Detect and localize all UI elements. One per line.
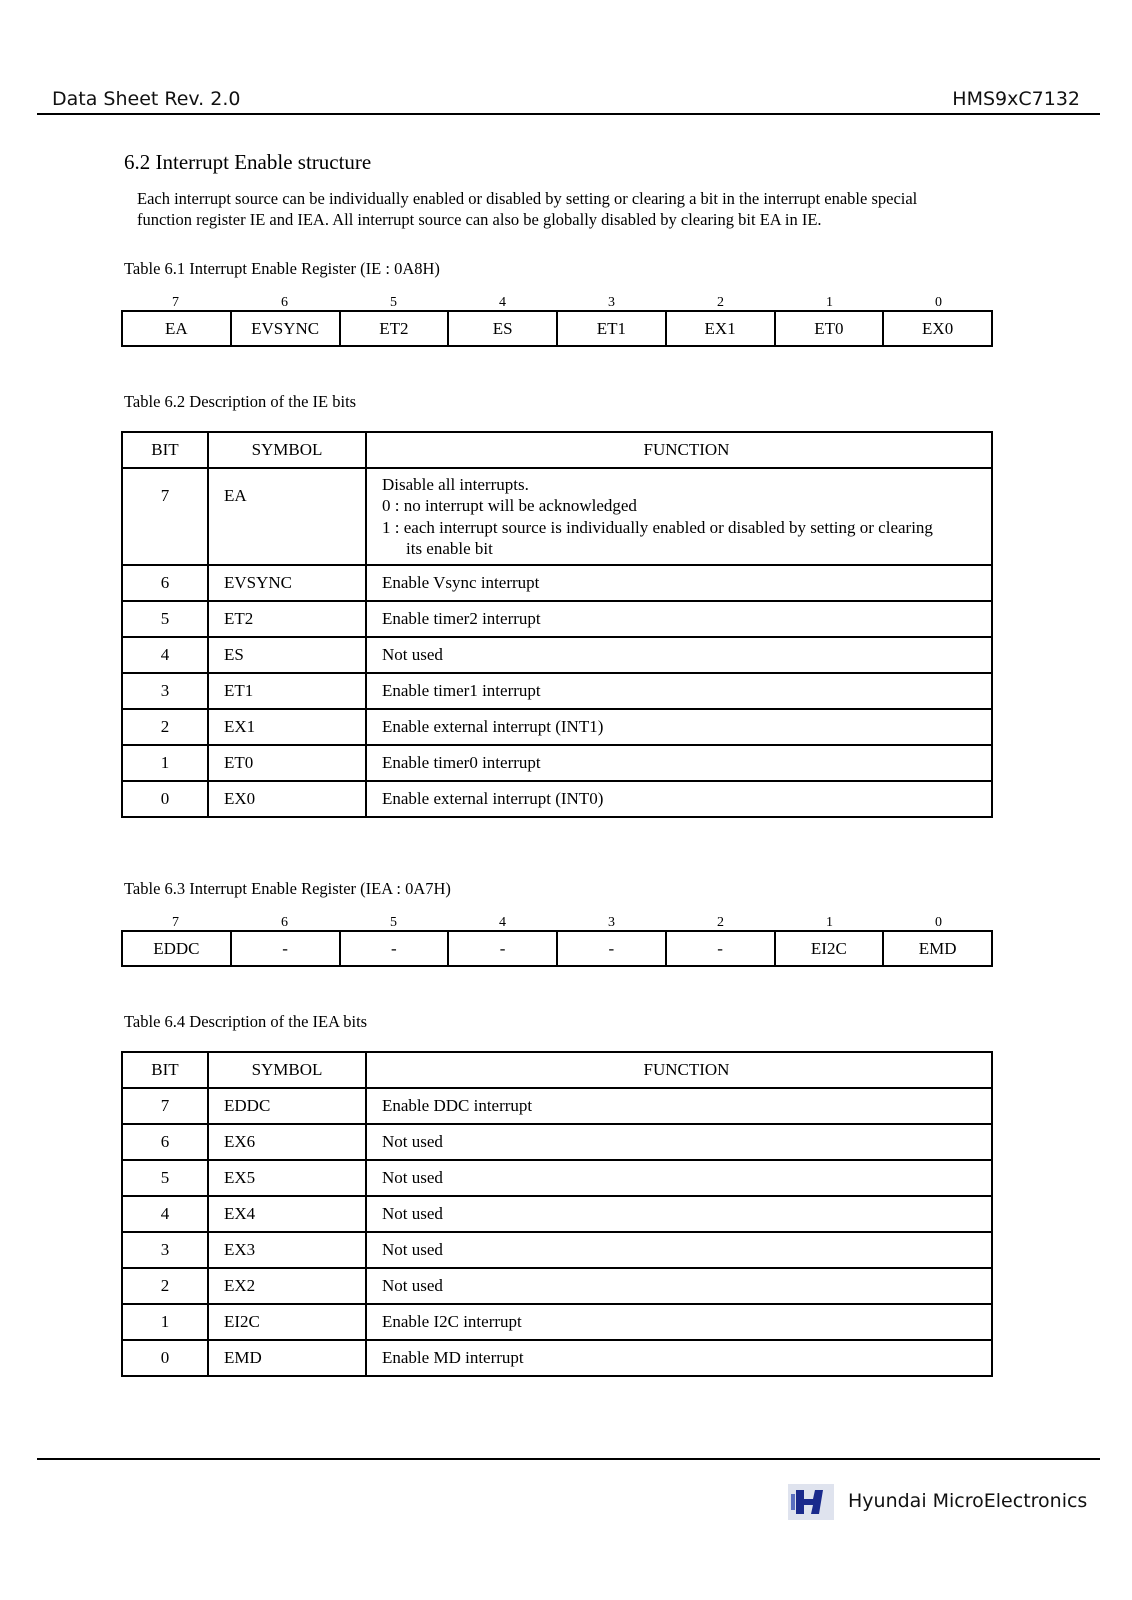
function-cell: Not used: [366, 637, 992, 673]
symbol-cell: EA: [208, 468, 366, 565]
symbol-cell: EX3: [208, 1232, 366, 1268]
function-cell: Enable external interrupt (INT1): [366, 709, 992, 745]
function-cell: Enable timer2 interrupt: [366, 601, 992, 637]
table-row: [122, 931, 992, 966]
symbol-cell: EI2C: [208, 1304, 366, 1340]
function-cell: Not used: [366, 1160, 992, 1196]
function-cell: Not used: [366, 1196, 992, 1232]
register-cell: ET1: [557, 311, 666, 346]
header-function: FUNCTION: [366, 1052, 992, 1088]
header-rule: [37, 113, 1100, 115]
table-row: [122, 1232, 992, 1268]
bit-number: 7: [172, 915, 179, 930]
hyundai-logo-icon: [788, 1484, 834, 1520]
bit-cell: 7: [122, 1088, 208, 1124]
bit-cell: 5: [122, 1160, 208, 1196]
table-row: [122, 1340, 992, 1376]
symbol-cell: EX1: [208, 709, 366, 745]
section-title: 6.2 Interrupt Enable structure: [124, 150, 372, 174]
bit-number: 4: [499, 295, 506, 310]
bit-cell: 6: [122, 565, 208, 601]
footer-rule: [37, 1458, 1100, 1460]
function-cell: Not used: [366, 1268, 992, 1304]
register-cell: EI2C: [775, 931, 884, 966]
symbol-cell: EX5: [208, 1160, 366, 1196]
intro-line: Each interrupt source can be individually enabled or disabled by setting or clearing a bit in the interrupt enable special: [137, 189, 918, 208]
footer-company-name: Hyundai MicroElectronics: [848, 1490, 1088, 1512]
table-row: [122, 468, 992, 565]
table2-caption: Table 6.2 Description of the IE bits: [124, 392, 357, 411]
table-row: [122, 781, 992, 817]
symbol-cell: EX4: [208, 1196, 366, 1232]
header-function: FUNCTION: [366, 432, 992, 468]
symbol-cell: ET0: [208, 745, 366, 781]
table-header-row: [122, 1052, 992, 1088]
table-row: [122, 1160, 992, 1196]
function-cell: Enable timer0 interrupt: [366, 745, 992, 781]
symbol-cell: EDDC: [208, 1088, 366, 1124]
bit-number: 7: [172, 295, 179, 310]
bit-cell: 1: [122, 745, 208, 781]
function-cell: Enable MD interrupt: [366, 1340, 992, 1376]
table-row: [122, 745, 992, 781]
header-symbol: SYMBOL: [208, 1052, 366, 1088]
table3-bit-numbers: [121, 915, 993, 931]
bit-number: 2: [717, 915, 724, 930]
function-cell: Enable timer1 interrupt: [366, 673, 992, 709]
bit-cell: 6: [122, 1124, 208, 1160]
bit-number: 3: [608, 295, 615, 310]
header-bit: BIT: [122, 432, 208, 468]
function-line: 0 : no interrupt will be acknowledged: [382, 496, 637, 515]
symbol-cell: ET2: [208, 601, 366, 637]
bit-number: 6: [281, 915, 288, 930]
table-row: [122, 1268, 992, 1304]
table-row: [122, 311, 992, 346]
bit-number: 3: [608, 915, 615, 930]
table1-register: [121, 310, 993, 347]
function-cell: Enable external interrupt (INT0): [366, 781, 992, 817]
table4-description: [121, 1051, 993, 1377]
register-cell: ES: [448, 311, 557, 346]
bit-cell: 2: [122, 1268, 208, 1304]
table-row: [122, 601, 992, 637]
bit-number: 5: [390, 915, 397, 930]
symbol-cell: EVSYNC: [208, 565, 366, 601]
table-row: [122, 565, 992, 601]
register-cell: EX0: [883, 311, 992, 346]
bit-cell: 1: [122, 1304, 208, 1340]
bit-cell: 3: [122, 1232, 208, 1268]
function-cell: Enable I2C interrupt: [366, 1304, 992, 1340]
symbol-cell: ET1: [208, 673, 366, 709]
header-part-number: HMS9xC7132: [952, 88, 1080, 110]
bit-cell: 4: [122, 637, 208, 673]
bit-number: 1: [826, 915, 833, 930]
register-cell: EVSYNC: [231, 311, 340, 346]
bit-cell: 7: [122, 468, 208, 565]
table3-caption: Table 6.3 Interrupt Enable Register (IEA : 0A7H): [124, 879, 451, 898]
bit-number: 0: [935, 915, 942, 930]
bit-cell: 0: [122, 781, 208, 817]
bit-cell: 3: [122, 673, 208, 709]
table-row: [122, 1088, 992, 1124]
table-row: [122, 1196, 992, 1232]
header-symbol: SYMBOL: [208, 432, 366, 468]
bit-cell: 4: [122, 1196, 208, 1232]
register-cell: EMD: [883, 931, 992, 966]
bit-cell: 2: [122, 709, 208, 745]
header-bit: BIT: [122, 1052, 208, 1088]
function-line: Disable all interrupts.: [382, 474, 529, 494]
bit-cell: 5: [122, 601, 208, 637]
symbol-cell: ES: [208, 637, 366, 673]
bit-number: 5: [390, 295, 397, 310]
table-row: [122, 673, 992, 709]
register-cell: ET2: [340, 311, 449, 346]
table3-register: [121, 930, 993, 967]
intro-line: function register IE and IEA. All interrupt source can also be globally disabled by clearing bit EA in IE.: [137, 210, 822, 229]
register-cell: EA: [122, 311, 231, 346]
table2-description: [121, 431, 993, 818]
function-cell: Enable DDC interrupt: [366, 1088, 992, 1124]
function-cell: [366, 468, 992, 565]
register-cell: -: [340, 931, 449, 966]
bit-number: 1: [826, 295, 833, 310]
table-row: [122, 709, 992, 745]
register-cell: EX1: [666, 311, 775, 346]
bit-number: 0: [935, 295, 942, 310]
bit-number: 6: [281, 295, 288, 310]
register-cell: EDDC: [122, 931, 231, 966]
table-row: [122, 1124, 992, 1160]
table4-caption: Table 6.4 Description of the IEA bits: [124, 1012, 368, 1031]
symbol-cell: EX6: [208, 1124, 366, 1160]
register-cell: -: [448, 931, 557, 966]
table-row: [122, 637, 992, 673]
bit-cell: 0: [122, 1340, 208, 1376]
table-row: [122, 1304, 992, 1340]
section-intro: [137, 188, 1037, 230]
function-line: 1 : each interrupt source is individually enabled or disabled by setting or clearing: [382, 517, 933, 537]
bit-number: 4: [499, 915, 506, 930]
function-cell: Not used: [366, 1232, 992, 1268]
register-cell: -: [231, 931, 340, 966]
table1-bit-numbers: [121, 295, 993, 311]
symbol-cell: EX2: [208, 1268, 366, 1304]
function-cell: Not used: [366, 1124, 992, 1160]
header-doc-revision: Data Sheet Rev. 2.0: [52, 88, 241, 110]
table1-caption: Table 6.1 Interrupt Enable Register (IE : 0A8H): [124, 259, 440, 278]
register-cell: -: [666, 931, 775, 966]
register-cell: ET0: [775, 311, 884, 346]
table-header-row: [122, 432, 992, 468]
bit-number: 2: [717, 295, 724, 310]
symbol-cell: EMD: [208, 1340, 366, 1376]
symbol-cell: EX0: [208, 781, 366, 817]
register-cell: -: [557, 931, 666, 966]
function-line: its enable bit: [406, 539, 493, 558]
function-cell: Enable Vsync interrupt: [366, 565, 992, 601]
